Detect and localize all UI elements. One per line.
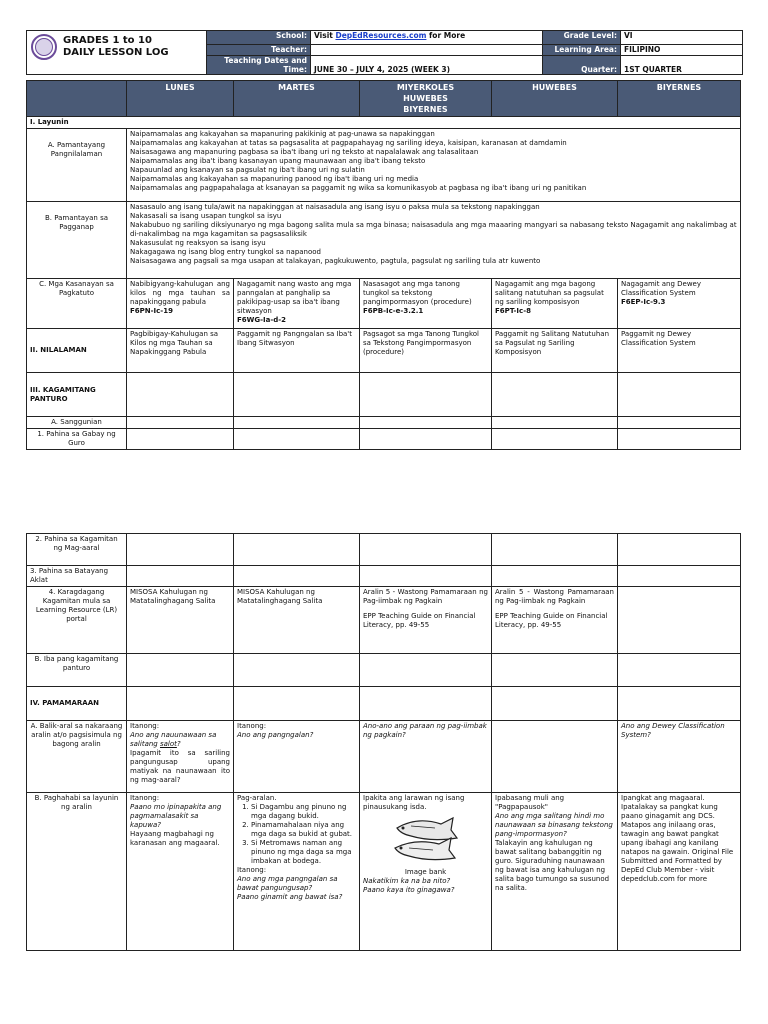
- deped-seal-icon: [31, 34, 57, 60]
- paghahabi-cell-3: Ipakita ang larawan ng isang pinausukang isda. Image bank Nakatikim ka na ba nito? Paano kaya ito ginagawa?: [360, 793, 492, 951]
- deped-resources-link[interactable]: DepEdResources.com: [335, 31, 427, 40]
- teacher-value: [311, 45, 543, 56]
- grade-label: Grade Level:: [543, 31, 621, 45]
- pamantayang-label: A. Pamantayang Pangnilalaman: [27, 129, 127, 202]
- paghahabi-cell-5: Ipangkat ang magaaral. Ipatalakay sa pangkat kung paano ginagamit ang DCS. Matapos ang inilaang oras, tawagin ang bawat pangkat upang ibahagi ang kanilang natapos na gawain. Original File Submitted and Formatted by DepEd Club Member - visit depedclub.com for more: [618, 793, 741, 951]
- nilalaman-heading: II. NILALAMAN: [27, 329, 127, 373]
- layunin-heading: I. Layunin: [27, 117, 741, 129]
- paghahabi-cell-4: Ipabasang muli ang "Pagpapausok" Ano ang mga salitang hindi mo naunawaan sa binasang tekstong pang-impormasyon? Talakayin ang kahulugan ng bawat salitang babanggitin ng guro. Siguraduhing naunawaan ng bawat isa ang kahulugan ng salita bago tumungo sa susunod na salita.: [492, 793, 618, 951]
- day-header-3: MIYERKOLES HUWEBES BIYERNES: [360, 81, 492, 117]
- quarter-label: Quarter:: [543, 56, 621, 75]
- header-title-cell: [27, 31, 207, 75]
- balik-cell-2: Itanong: Ano ang pangngalan?: [234, 721, 360, 793]
- area-value: FILIPINO: [621, 45, 743, 56]
- kasanayan-cell-3: Nasasagot ang mga tanong tungkol sa tekstong pangimpormasyon (procedure) F6PB-Ic-e-3.2.1: [360, 279, 492, 329]
- kasanayan-label: C. Mga Kasanayan sa Pagkatuto: [27, 279, 127, 329]
- kasanayan-cell-1: Nabibigyang-kahulugan ang kilos ng mga tauhan sa napakinggang pabula F6PN-Ic-19: [127, 279, 234, 329]
- day-header-2: MARTES: [234, 81, 360, 117]
- kasanayan-cell-4: Nagagamit ang mga bagong salitang natutuhan sa pagsulat ng sariling komposisyon F6PT-Ic-8: [492, 279, 618, 329]
- karagdagang-cell-3: Aralin 5 - Wastong Pamamaraan ng Pag-iimbak ng Pagkain EPP Teaching Guide on Financial Literacy, pp. 49-55: [360, 587, 492, 654]
- gabay-label: 1. Pahina sa Gabay ng Guro: [27, 429, 127, 450]
- grade-value: VI: [621, 31, 743, 45]
- dates-value: JUNE 30 – JULY 4, 2025 (WEEK 3): [311, 56, 543, 75]
- iba-pang-label: B. Iba pang kagamitang panturo: [27, 654, 127, 687]
- day-header-4: HUWEBES: [492, 81, 618, 117]
- corner-cell: [27, 81, 127, 117]
- title-line1: GRADES 1 to 10: [63, 35, 152, 46]
- kagamitan-heading: III. KAGAMITANG PANTURO: [27, 373, 127, 417]
- area-label: Learning Area:: [543, 45, 621, 56]
- karagdagang-cell-2: MISOSA Kahulugan ng Matatalinghagang Salita: [234, 587, 360, 654]
- smoked-fish-image: [391, 814, 461, 866]
- kasanayan-cell-5: Nagagamit ang Dewey Classification System F6EP-Ic-9.3: [618, 279, 741, 329]
- header-table: [26, 30, 743, 75]
- day-header-1: LUNES: [127, 81, 234, 117]
- lesson-table-part1: [26, 80, 741, 450]
- karagdagang-cell-5: [618, 587, 741, 654]
- dates-label: Teaching Dates and Time:: [207, 56, 311, 75]
- karagdagang-cell-1: MISOSA Kahulugan ng Matatalinghagang Salita: [127, 587, 234, 654]
- kagamitan-mag-aaral-label: 2. Pahina sa Kagamitan ng Mag-aaral: [27, 534, 127, 566]
- balik-cell-1: Itanong: Ano ang nauunawaan sa salitang salot? Ipagamit ito sa sariling pangungusap upang matiyak na naunawaan ito ng mag-aaral?: [127, 721, 234, 793]
- paghahabi-cell-2: Pag-aralan. 1. Si Dagambu ang pinuno ng mga dagang bukid. 2. Pinamamahalaan niya ang mga daga sa bukid at gubat. 3. Si Metromaws naman ang pinuno ng mga daga sa mga imbakan at bodega. Itanong: Ano ang mga pangngalan sa bawat pangungusap? Paano ginamit ang bawat isa?: [234, 793, 360, 951]
- nilalaman-cell-1: Pagbibigay-Kahulugan sa Kilos ng mga Tauhan sa Napakinggang Pabula: [127, 329, 234, 373]
- pagganap-label: B. Pamantayan sa Pagganap: [27, 202, 127, 279]
- paghahabi-label: B. Paghahabi sa layunin ng aralin: [27, 793, 127, 951]
- balik-cell-5: Ano ang Dewey Classification System?: [618, 721, 741, 793]
- pamantayang-content: Naipamamalas ang kakayahan sa mapanuring pakikinig at pag-unawa sa napakinggan Naipamamalas ang kakayahan at tatas sa pagsasalita at pagpapahayag ng sariling ideya, kaisipan, karanasan at damdamin Naisasagawa ang mapanuring pagbasa sa iba't ibang uri ng teksto at napalalawak ang talasalitaan Naipamamalas ang iba't ibang kasanayan upang maunawaan ang iba't ibang teksto Napauunlad ang ksanayan sa pagsulat ng iba't ibang uri ng sulatin Naipamamalas ang kakayahan sa mapanuring panood ng iba't ibang uri ng media Naipamamalas ang pagpapahalaga at ksanayan sa paggamit ng wika sa komunikasyob at pagbasa ng iba't ibang uri ng panitikan: [127, 129, 741, 202]
- school-label: School:: [207, 31, 311, 45]
- lesson-table-part2: [26, 533, 741, 951]
- nilalaman-cell-5: Paggamit ng Dewey Classification System: [618, 329, 741, 373]
- school-value: Visit DepEdResources.com for More: [311, 31, 543, 45]
- balik-cell-4: [492, 721, 618, 793]
- nilalaman-cell-4: Paggamit ng Salitang Natutuhan sa Pagsulat ng Sariling Komposisyon: [492, 329, 618, 373]
- title-line2: DAILY LESSON LOG: [63, 47, 169, 58]
- batayang-aklat-label: 3. Pahina sa Batayang Aklat: [27, 566, 127, 587]
- sanggunian-label: A. Sanggunian: [27, 417, 127, 429]
- image-caption: Image bank: [404, 868, 447, 876]
- balik-aral-label: A. Balik-aral sa nakaraang aralin at/o pagsisimula ng bagong aralin: [27, 721, 127, 793]
- pagganap-content: Nasasaulo ang isang tula/awit na napakinggan at naisasadula ang isang isyu o paksa mula sa tekstong napakinggan Nakasasali sa isang usapan tungkol sa isyu Nakabubuo ng sariling diksiyunaryo ng mga bagong salita mula sa mga binasa; naisasadula ang mga maaaring mangyari sa nabasang teksto Nagagamit ang nakalimbag at di-nakalimbag na mga kagamitan sa pagsasaliksik Nakasusulat ng reaksyon sa isang isyu Nakagagawa ng isang blog entry tungkol sa napanood Naisasagawa ang pagsali sa mga usapan at talakayan, pagkukuwento, pagtula, pagsulat ng sariling tula atr kuwento: [127, 202, 741, 279]
- karagdagang-cell-4: Aralin 5 - Wastong Pamamaraan ng Pag-iimbak ng Pagkain EPP Teaching Guide on Financial Literacy, pp. 49-55: [492, 587, 618, 654]
- paghahabi-cell-1: Itanong: Paano mo ipinapakita ang pagmamalasakit sa kapuwa? Hayaang magbahagi ng karanasan ang magaaral.: [127, 793, 234, 951]
- nilalaman-cell-3: Pagsagot sa mga Tanong Tungkol sa Tekstong Pangimpormasyon (procedure): [360, 329, 492, 373]
- pamamaraan-heading: IV. PAMAMARAAN: [27, 687, 127, 721]
- kasanayan-cell-2: Nagagamit nang wasto ang mga panngalan at panghalip sa pakikipag-usap sa iba't ibang sitwasyon F6WG-Ia-d-2: [234, 279, 360, 329]
- nilalaman-cell-2: Paggamit ng Pangngalan sa Iba't Ibang Sitwasyon: [234, 329, 360, 373]
- quarter-value: 1ST QUARTER: [621, 56, 743, 75]
- day-header-5: BIYERNES: [618, 81, 741, 117]
- balik-cell-3: Ano-ano ang paraan ng pag-iimbak ng pagkain?: [360, 721, 492, 793]
- sentence-list: 1. Si Dagambu ang pinuno ng mga dagang bukid. 2. Pinamamahalaan niya ang mga daga sa bukid at gubat. 3. Si Metromaws naman ang pinuno ng mga daga sa mga imbakan at bodega.: [237, 803, 356, 866]
- karagdagang-label: 4. Karagdagang Kagamitan mula sa Learning Resource (LR) portal: [27, 587, 127, 654]
- teacher-label: Teacher:: [207, 45, 311, 56]
